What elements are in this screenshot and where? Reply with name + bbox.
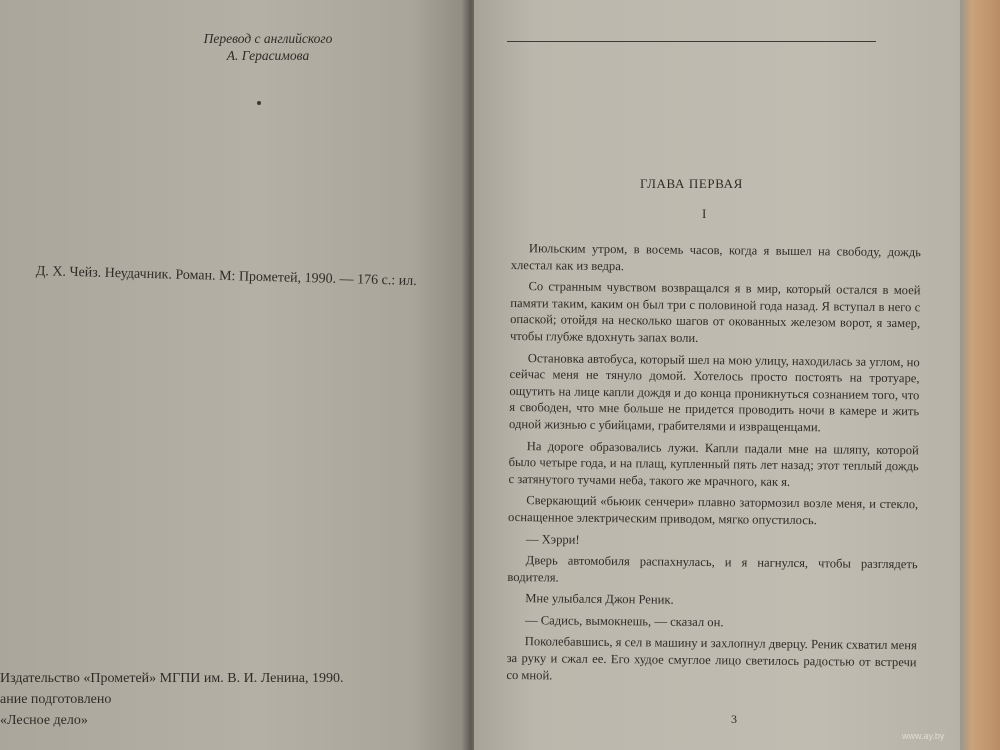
header-rule [507,41,876,42]
publisher-imprint [0,668,344,731]
paragraph: Мне улыбался Джон Реник. [525,591,674,608]
paragraph: Остановка автобуса, который шел на мою улицу, находилась за углом, но сейчас меня не тянуло домой. Хотелось просто постоять на тротуаре, ощутить на лице капли дождя и до конца проникнуться сознанием того, что я свободен, что мне больше не придется проводить ночи в камере и жить одной жизнью с убийцами, грабителями и извращенцами. [509,350,920,435]
paragraph: Со странным чувством возвращался я в мир, который остался в моей памяти таким, каким он был три с половиной года назад. Я вступал в него с опаской; отойдя на несколько шагов от окованных железом ворот, я замер, чтобы глубже вдохнуть запах воли. [509,279,921,345]
chapter-title: ГЛАВА ПЕРВАЯ [640,176,743,191]
paragraph: — Садись, вымокнешь, — сказал он. [524,613,724,630]
paragraph: — Хэрри! [525,531,580,547]
paragraph: Дверь автомобиля распахнулась, и я нагнулся, чтобы разглядеть водителя. [507,553,918,585]
watermark: www.ay.by [902,731,945,741]
paragraph: Сверкающий «бьюик сенчери» плавно затормозил возле меня, и стекло, оснащенное электрическим приводом, мягко опустилось. [508,493,919,528]
page-number: 3 [731,712,737,726]
ornament-dot [257,101,261,105]
paragraph: На дороге образовались лужи. Капли падали мне на шляпу, которой было четыре года, и на плащ, купленный пять лет назад; этот теплый дождь с затянутого тучами неба, такого же мрачного, как я. [508,438,919,489]
left-page [0,0,468,750]
imprint-line: Издательство «Прометей» МГПИ им. В. И. Ленина, 1990. [0,671,344,686]
table-surface [960,0,1000,750]
chapter-body [506,240,921,688]
imprint-line: «Лесное дело» [0,713,88,728]
imprint-line: ание подготовлено [0,692,112,707]
paragraph: Июльским утром, в восемь часов, когда я вышел на свободу, дождь хлестал как из ведра. [510,241,921,273]
translation-credit-line: Перевод с английского [203,31,333,46]
translator-name: А. Герасимова [226,48,310,63]
section-number: I [702,206,707,221]
bibliographic-entry: Д. Х. Чейз. Неудачник. Роман. М: Прометей, 1990. — 176 с.: ил. [35,264,417,289]
paragraph: Поколебавшись, я сел в машину и захлопнул дверцу. Реник схватил меня за руку и сжал ее. Его худое смуглое лицо светилось радостью от встречи со мной. [506,634,917,683]
translation-credit [198,30,338,64]
